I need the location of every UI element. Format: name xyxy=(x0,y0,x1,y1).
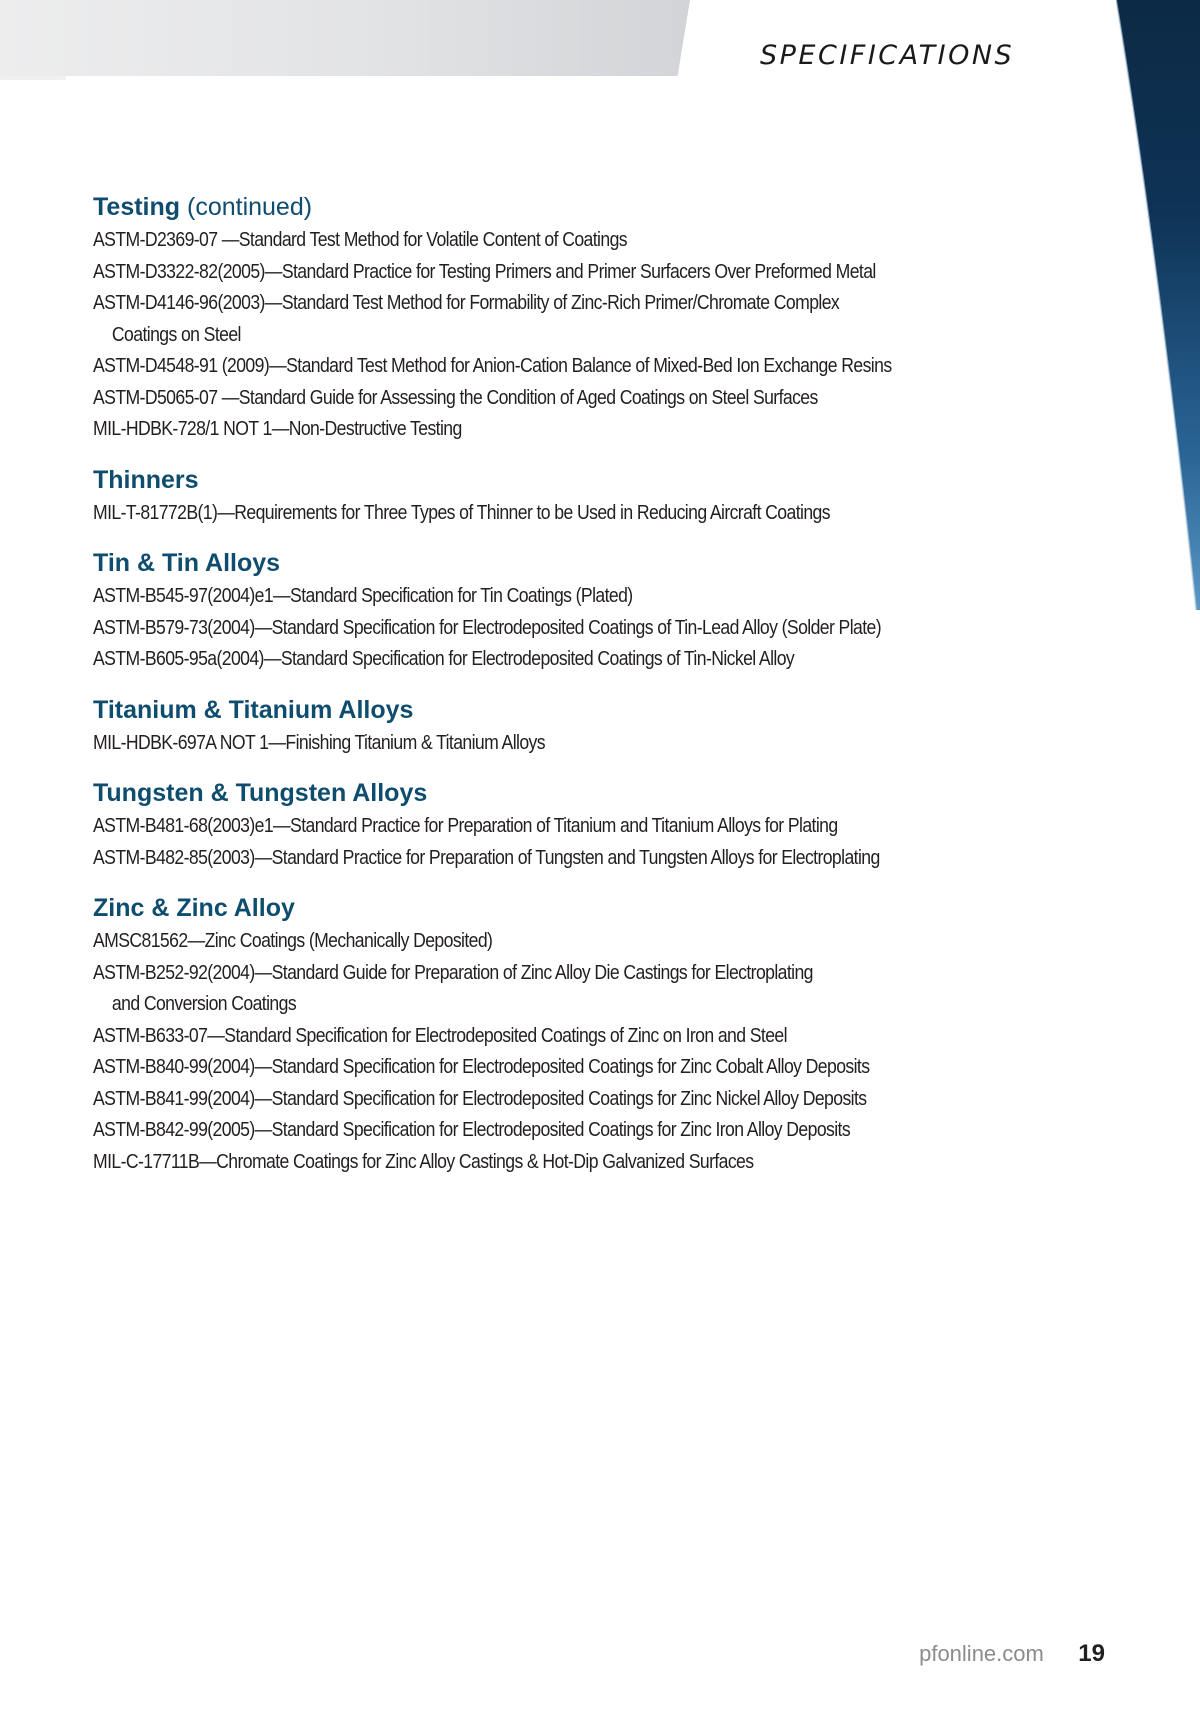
spec-entry xyxy=(93,643,919,675)
spec-entry xyxy=(93,580,919,612)
spec-entry xyxy=(93,350,919,382)
spec-entry-text: AMSC81562—Zinc Coatings (Mechanically Deposited) xyxy=(93,929,493,952)
spec-entry xyxy=(93,957,919,1020)
spec-entry-text: ASTM-D5065-07 —Standard Guide for Assessing the Condition of Aged Coatings on Steel Surfaces xyxy=(93,385,818,409)
section-heading-subtitle: (continued) xyxy=(180,193,313,221)
spec-entry xyxy=(93,287,919,350)
spec-entry-text: ASTM-B545-97(2004)e1—Standard Specification for Tin Coatings (Plated) xyxy=(93,584,633,607)
spec-entry xyxy=(93,1051,919,1083)
section-heading-title: Tin & Tin Alloys xyxy=(93,549,281,577)
page-number: 19 xyxy=(1078,1640,1105,1667)
spec-entry xyxy=(93,1146,919,1178)
spec-section xyxy=(93,547,1053,675)
section-heading xyxy=(93,464,1053,496)
section-heading-title: Thinners xyxy=(93,465,199,494)
spec-entry-text: ASTM-D2369-07 —Standard Test Method for Volatile Content of Coatings xyxy=(93,228,627,251)
spec-entry-text: MIL-C-17711B—Chromate Coatings for Zinc Alloy Castings & Hot-Dip Galvanized Surfaces xyxy=(93,1149,754,1173)
spec-section xyxy=(93,191,1053,445)
spec-section xyxy=(93,777,1053,873)
spec-entry xyxy=(93,842,919,874)
section-heading xyxy=(93,777,1053,809)
spec-entry xyxy=(93,612,919,644)
spec-entry-text: ASTM-B840-99(2004)—Standard Specification for Electrodeposited Coatings for Zinc Cobalt Alloy Deposits xyxy=(93,1055,870,1078)
page-header-title: SPECIFICATIONS xyxy=(760,40,1015,71)
spec-entry xyxy=(93,413,919,445)
spec-entry-text: ASTM-D3322-82(2005)—Standard Practice for Testing Primers and Primer Surfacers Over Preformed Metal xyxy=(93,259,876,283)
spec-entry xyxy=(93,1114,919,1146)
section-heading-title: Testing xyxy=(93,193,181,221)
spec-entry xyxy=(93,810,919,842)
spec-entry-text: ASTM-B842-99(2005)—Standard Specification for Electrodeposited Coatings for Zinc Iron Alloy Deposits xyxy=(93,1118,851,1141)
spec-entry-text: ASTM-B633-07—Standard Specification for Electrodeposited Coatings of Zinc on Iron and Steel xyxy=(93,1023,787,1047)
spec-entry xyxy=(93,1083,919,1115)
section-heading xyxy=(93,892,1053,924)
section-heading-title: Tungsten & Tungsten Alloys xyxy=(93,779,428,807)
section-heading xyxy=(93,694,1053,726)
spec-entry xyxy=(93,256,919,288)
side-accent-band xyxy=(1116,0,1200,610)
header-banner xyxy=(0,0,690,76)
spec-entry-text: MIL-T-81772B(1)—Requirements for Three Types of Thinner to be Used in Reducing Aircraft Coatings xyxy=(93,500,830,524)
spec-section xyxy=(93,694,1053,759)
spec-entry-text: MIL-HDBK-728/1 NOT 1—Non-Destructive Testing xyxy=(93,417,462,440)
footer-website[interactable]: pfonline.com xyxy=(919,1641,1044,1666)
section-heading xyxy=(93,191,1053,223)
spec-entry-text: ASTM-B252-92(2004)—Standard Guide for Preparation of Zinc Alloy Die Castings for Electroplating xyxy=(93,960,813,984)
section-heading xyxy=(93,547,1053,579)
page-footer xyxy=(0,1640,1105,1668)
spec-entry-text: ASTM-D4548-91 (2009)—Standard Test Method for Anion-Cation Balance of Mixed-Bed Ion Exchange Resins xyxy=(93,354,892,377)
spec-entry-text: MIL-HDBK-697A NOT 1—Finishing Titanium & Titanium Alloys xyxy=(93,730,545,754)
section-heading-title: Zinc & Zinc Alloy xyxy=(93,894,295,922)
header-banner-shadow xyxy=(0,76,66,80)
spec-entry xyxy=(93,382,919,414)
spec-entry-continuation: Coatings on Steel xyxy=(111,322,241,346)
spec-entry xyxy=(93,497,919,529)
spec-entry-text: ASTM-B481-68(2003)e1—Standard Practice for Preparation of Titanium and Titanium Alloys for Plating xyxy=(93,814,838,837)
specifications-list xyxy=(93,191,1053,1196)
spec-entry-text: ASTM-D4146-96(2003)—Standard Test Method for Formability of Zinc-Rich Primer/Chromate Complex xyxy=(93,291,840,314)
spec-entry xyxy=(93,727,919,759)
spec-entry-text: ASTM-B482-85(2003)—Standard Practice for Preparation of Tungsten and Tungsten Alloys for Electroplating xyxy=(93,845,880,869)
spec-entry-text: ASTM-B841-99(2004)—Standard Specification for Electrodeposited Coatings for Zinc Nickel Alloy Deposits xyxy=(93,1086,867,1110)
spec-entry xyxy=(93,1020,919,1052)
spec-section xyxy=(93,464,1053,529)
spec-entry-text: ASTM-B579-73(2004)—Standard Specification for Electrodeposited Coatings of Tin-Lead Alloy (Solder Plate) xyxy=(93,615,882,639)
spec-entry-text: ASTM-B605-95a(2004)—Standard Specification for Electrodeposited Coatings of Tin-Nickel Alloy xyxy=(93,647,795,670)
spec-entry-continuation: and Conversion Coatings xyxy=(111,992,297,1015)
spec-entry xyxy=(93,224,919,256)
spec-section xyxy=(93,892,1053,1177)
spec-entry xyxy=(93,925,919,957)
section-heading-title: Titanium & Titanium Alloys xyxy=(93,695,414,724)
